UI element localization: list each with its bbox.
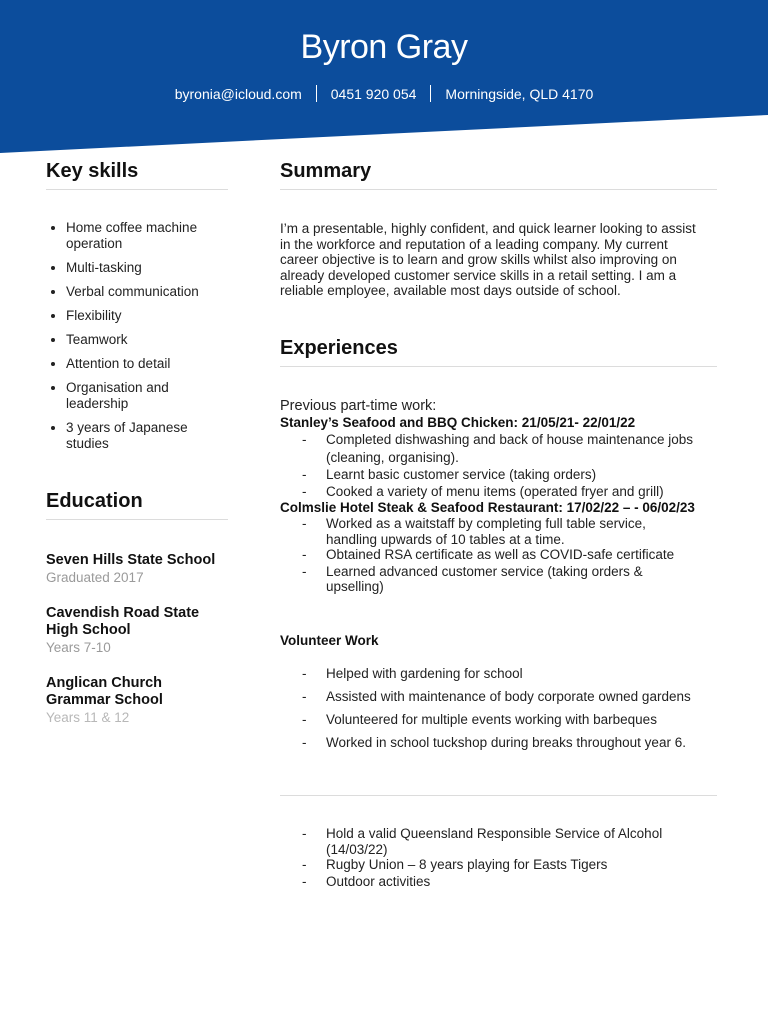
other-item: - Hold a valid Queensland Responsible Service of Alcohol (14/03/22) [326, 826, 706, 857]
school-years: Years 7-10 [46, 640, 111, 655]
volunteer-item: - Assisted with maintenance of body corporate owned gardens [326, 689, 717, 706]
skill-item: • Verbal communication [66, 284, 228, 300]
job-duty: - Cooked a variety of menu items (operated fryer and grill) [326, 484, 717, 501]
volunteer-item: - Helped with gardening for school [326, 666, 717, 683]
volunteer-item: - Worked in school tuckshop during breaks throughout year 6. [326, 735, 717, 752]
school-years: Graduated 2017 [46, 570, 144, 585]
job-duty: - Obtained RSA certificate as well as COVID-safe certificate [326, 547, 717, 564]
other-item: - Outdoor activities [326, 874, 717, 891]
job-duty: - Learned advanced customer service (taking orders & upselling) [326, 564, 671, 595]
job-duty: - Learnt basic customer service (taking orders) [326, 467, 717, 484]
school-name: Cavendish Road State High School [46, 605, 200, 638]
summary-text: I’m a presentable, highly confident, and quick learner looking to assist in the workforce and reputation of a leading company. My current career objective is to learn and grow skills whilst also improving on already developed customer service skills in a retail setting. I am a reliable employee, available most days outside of school. [280, 221, 696, 299]
work-intro: Previous part-time work: [280, 398, 437, 414]
skills-list [46, 220, 228, 460]
education-entry [46, 552, 236, 586]
education-entry [46, 605, 221, 656]
volunteer-heading: Volunteer Work [280, 633, 379, 648]
job-heading: Colmslie Hotel Steak & Seafood Restaurant: 17/02/22 – - 06/02/23 [280, 500, 695, 515]
skill-item: • Flexibility [66, 308, 228, 324]
job-heading: Stanley’s Seafood and BBQ Chicken: 21/05/21- 22/01/22 [280, 415, 636, 430]
other-item: - Rugby Union – 8 years playing for Easts Tigers [326, 857, 717, 874]
skill-item: • Organisation and leadership [66, 380, 228, 412]
skill-item: • Teamwork [66, 332, 228, 348]
volunteer-item: - Volunteered for multiple events working with barbeques [326, 712, 717, 729]
contact-divider [316, 85, 317, 102]
job-duties-list [280, 431, 717, 500]
location-text: Morningside, QLD 4170 [445, 85, 594, 102]
education-entry [46, 675, 186, 726]
phone-text: 0451 920 054 [330, 85, 417, 102]
school-years: Years 11 & 12 [46, 710, 130, 725]
skill-item: • 3 years of Japanese studies [66, 420, 228, 452]
other-list [280, 826, 717, 890]
skill-item: • Home coffee machine operation [66, 220, 228, 252]
header-banner [0, 0, 768, 155]
education-heading: Education [46, 490, 228, 520]
job-duty: - Completed dishwashing and back of house maintenance jobs (cleaning, organising). [326, 431, 721, 467]
volunteer-section [280, 633, 717, 758]
candidate-name: Byron Gray [300, 28, 468, 66]
volunteer-list [280, 666, 717, 752]
experiences-heading: Experiences [280, 337, 717, 367]
other-section [280, 826, 717, 890]
experience-body [280, 398, 717, 595]
contact-divider [430, 85, 431, 102]
school-name: Anglican Church Grammar School [46, 675, 163, 708]
email-text: byronia@icloud.com [174, 85, 302, 102]
skill-item: • Multi-tasking [66, 260, 228, 276]
contact-line [0, 85, 768, 102]
job-duties-list [280, 516, 717, 595]
key-skills-heading: Key skills [46, 160, 228, 190]
section-divider [280, 795, 717, 796]
summary-heading: Summary [280, 160, 717, 190]
skill-item: • Attention to detail [66, 356, 228, 372]
school-name: Seven Hills State School [46, 552, 216, 568]
job-duty: - Worked as a waitstaff by completing full table service, handling upwards of 10 tables at a time. [326, 516, 671, 547]
